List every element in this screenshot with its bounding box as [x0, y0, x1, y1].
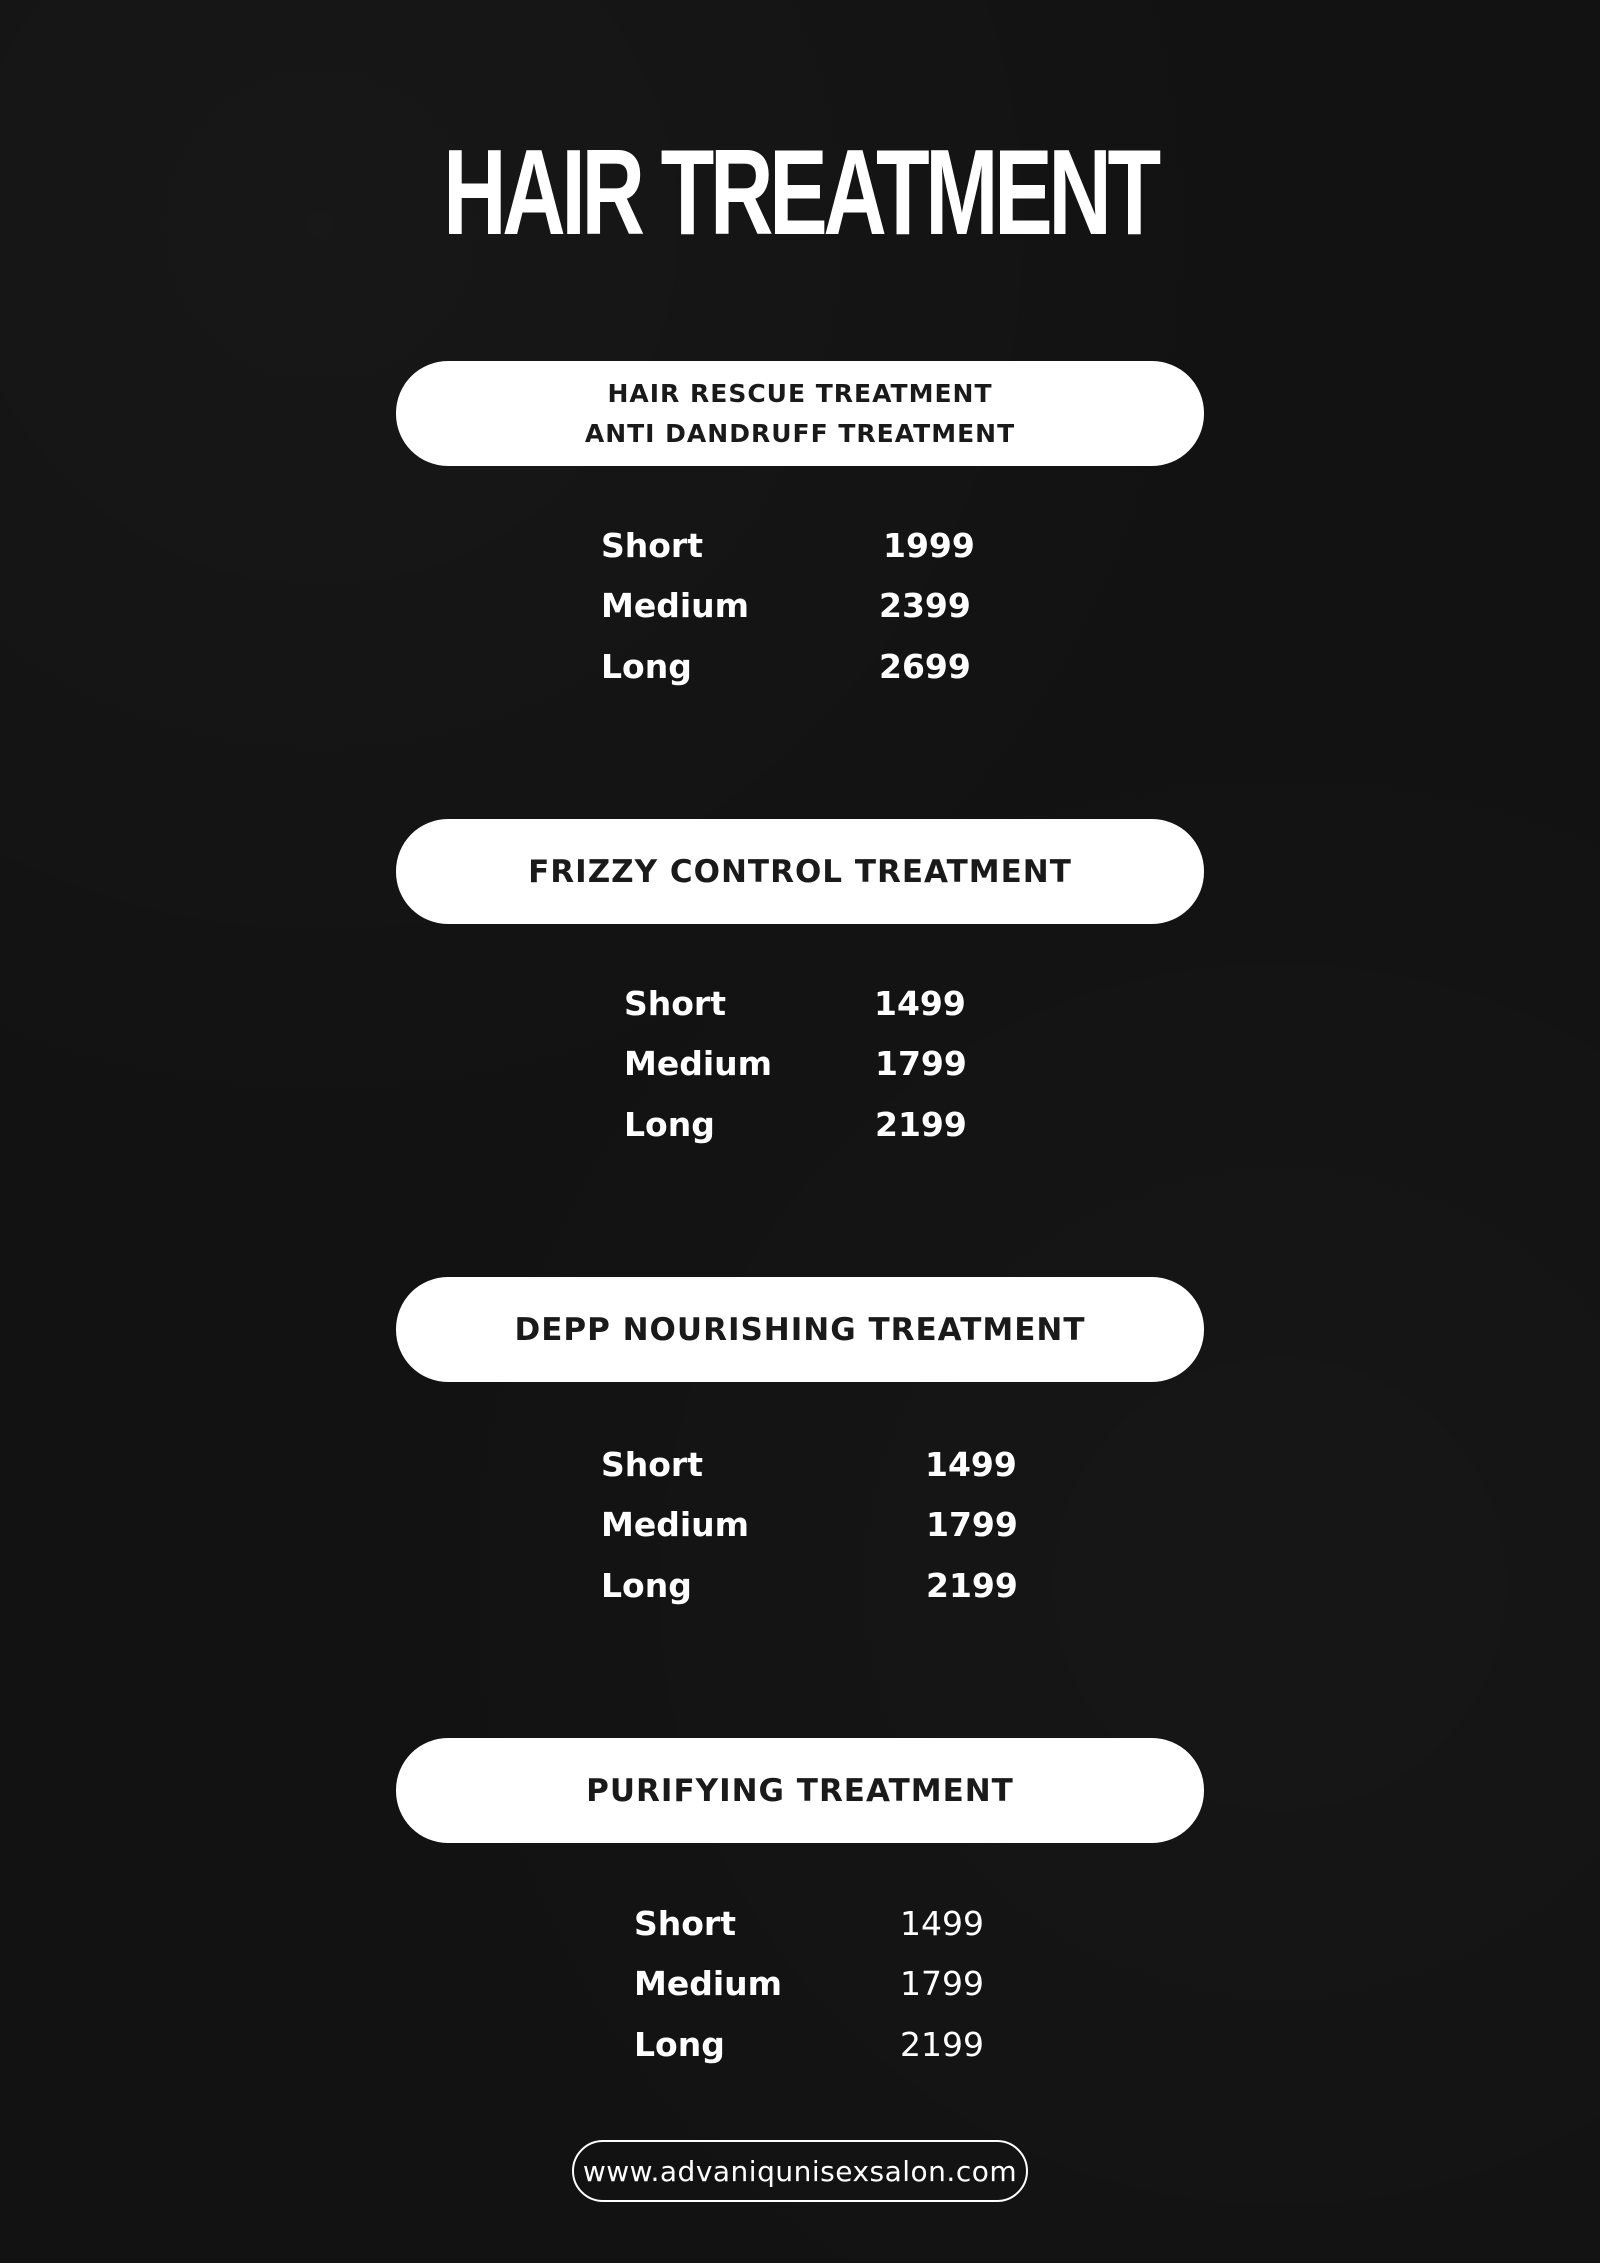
price-row	[634, 1899, 984, 1949]
section-heading-line: DEPP NOURISHING TREATMENT	[514, 1311, 1086, 1348]
size-label: Medium	[624, 1044, 773, 1083]
price-row	[601, 1561, 1021, 1611]
section-heading-line: HAIR RESCUE TREATMENT	[607, 378, 993, 408]
size-label: Medium	[601, 1505, 750, 1544]
price-row	[601, 642, 971, 692]
section-heading-hair-rescue	[396, 361, 1204, 466]
size-label: Long	[601, 1566, 692, 1605]
price-row	[634, 2020, 984, 2070]
section-heading-deep-nourishing	[396, 1277, 1204, 1382]
price-value: 2699	[879, 647, 971, 686]
size-label: Long	[624, 1105, 715, 1144]
price-value: 1799	[926, 1505, 1018, 1544]
price-row	[624, 979, 964, 1029]
size-label: Long	[634, 2025, 725, 2064]
price-value: 2199	[900, 2025, 984, 2064]
size-label: Short	[624, 984, 726, 1023]
price-row	[601, 1500, 1021, 1550]
price-value: 1499	[900, 1904, 984, 1943]
price-row	[624, 1039, 967, 1089]
page-title: HAIR TREATMENT	[443, 124, 1157, 260]
price-value: 1499	[874, 984, 966, 1023]
section-heading-line: PURIFYING TREATMENT	[586, 1772, 1014, 1809]
website-link[interactable]: www.advaniqunisexsalon.com	[572, 2140, 1028, 2202]
section-heading-line: ANTI DANDRUFF TREATMENT	[584, 418, 1016, 448]
price-row	[634, 1959, 984, 2009]
price-row	[601, 521, 975, 571]
price-value: 1799	[900, 1964, 984, 2003]
price-row	[601, 1440, 1021, 1490]
size-label: Short	[601, 526, 703, 565]
price-value: 1499	[925, 1445, 1017, 1484]
section-heading-purifying	[396, 1738, 1204, 1843]
price-row	[624, 1100, 967, 1150]
section-heading-frizzy-control	[396, 819, 1204, 924]
section-heading-line: FRIZZY CONTROL TREATMENT	[528, 853, 1072, 890]
price-value: 2399	[879, 586, 971, 625]
price-value: 2199	[926, 1566, 1018, 1605]
size-label: Long	[601, 647, 692, 686]
size-label: Medium	[634, 1964, 783, 2003]
size-label: Medium	[601, 586, 750, 625]
price-value: 1999	[883, 526, 975, 565]
price-row	[601, 581, 971, 631]
price-value: 1799	[875, 1044, 967, 1083]
price-value: 2199	[875, 1105, 967, 1144]
size-label: Short	[601, 1445, 703, 1484]
size-label: Short	[634, 1904, 736, 1943]
